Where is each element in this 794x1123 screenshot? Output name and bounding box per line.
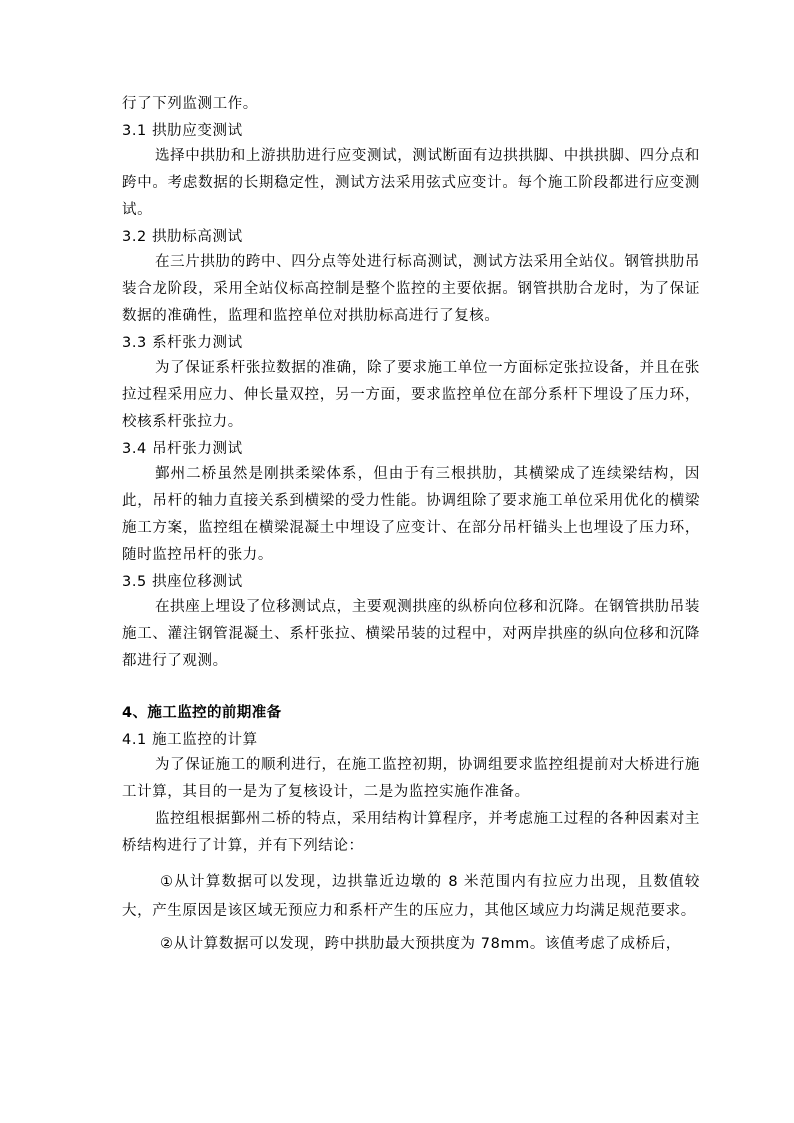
section-4-1-para-2: 监控组根据鄞州二桥的特点，采用结构计算程序，并考虑施工过程的各种因素对主桥结构进行了计算，并有下列结论： xyxy=(122,811,700,854)
section-3-1-text: 选择中拱肋和上游拱肋进行应变测试，测试断面有边拱拱脚、中拱拱脚、四分点和跨中。考虑数据的长期稳定性，测试方法采用弦式应变计。每个施工阶段都进行应变测试。 xyxy=(122,148,700,218)
conclusion-item-1: ①从计算数据可以发现，边拱靠近边墩的 8 米范围内有拉应力出现，且数值较大，产生原因是该区域无预应力和系杆产生的压应力，其他区域应力均满足规范要求。 xyxy=(122,874,700,919)
conclusion-item-2: ②从计算数据可以发现，跨中拱肋最大预拱度为 78mm。该值考虑了成桥后， xyxy=(160,936,681,952)
section-3-4-text: 鄞州二桥虽然是刚拱柔梁体系，但由于有三根拱肋，其横梁成了连续梁结构，因此，吊杆的轴力直接关系到横梁的受力性能。协调组除了要求施工单位采用优化的横梁施工方案，监控组在横梁混凝土中埋设了应变计、在部分吊杆锚头上也埋设了压力环，随时监控吊杆的张力。 xyxy=(122,466,700,563)
intro-line: 行了下列监测工作。 xyxy=(122,96,258,112)
section-3-2-title: 3.2 拱肋标高测试 xyxy=(122,229,243,245)
section-4-1-title: 4.1 施工监控的计算 xyxy=(122,732,258,748)
document-body xyxy=(122,91,700,959)
section-3-1-title: 3.1 拱肋应变测试 xyxy=(122,123,243,139)
section-3-5-text: 在拱座上埋设了位移测试点，主要观测拱座的纵桥向位移和沉降。在钢管拱肋吊装施工、灌注钢管混凝土、系杆张拉、横梁吊装的过程中，对两岸拱座的纵向位移和沉降都进行了观测。 xyxy=(122,599,700,669)
section-4-1-para-1: 为了保证施工的顺利进行，在施工监控初期，协调组要求监控组提前对大桥进行施工计算，其目的一是为了复核设计，二是为监控实施作准备。 xyxy=(122,757,700,800)
chapter-4-heading: 4、施工监控的前期准备 xyxy=(122,705,282,721)
section-3-5-title: 3.5 拱座位移测试 xyxy=(122,574,243,590)
section-3-3-text: 为了保证系杆张拉数据的准确，除了要求施工单位一方面标定张拉设备，并且在张拉过程采用应力、伸长量双控，另一方面，要求监控单位在部分系杆下埋设了压力环，校核系杆张拉力。 xyxy=(122,360,700,430)
section-3-3-title: 3.3 系杆张力测试 xyxy=(122,335,243,351)
section-3-2-text: 在三片拱肋的跨中、四分点等处进行标高测试，测试方法采用全站仪。钢管拱肋吊装合龙阶段，采用全站仪标高控制是整个监控的主要依据。钢管拱肋合龙时，为了保证数据的准确性，监理和监控单位对拱肋标高进行了复核。 xyxy=(122,254,700,324)
section-3-4-title: 3.4 吊杆张力测试 xyxy=(122,441,243,457)
